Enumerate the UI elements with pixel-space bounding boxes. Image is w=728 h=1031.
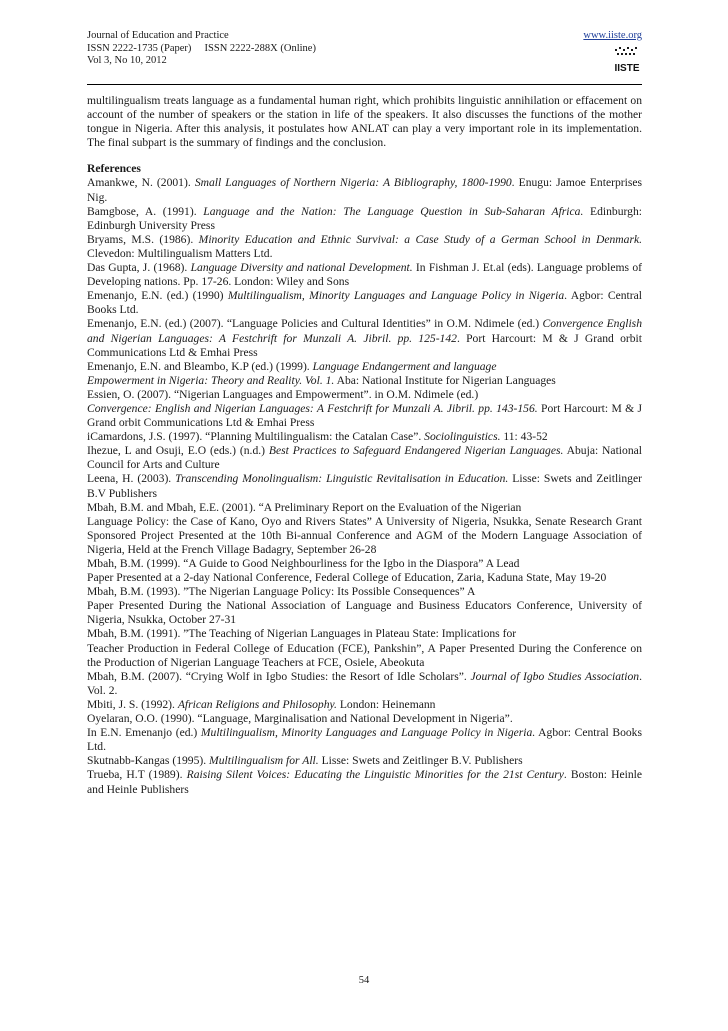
reference-pre: Mbah, B.M. (1993). ”The Nigerian Language Policy: Its Possible Consequences” A — [87, 585, 476, 599]
reference-entry — [87, 571, 642, 585]
reference-entry — [87, 557, 642, 571]
reference-post: In Fishman J. Et.al (eds). Language problems of Developing nations. Pp. 17-26. London: Wiley and Sons — [87, 261, 642, 289]
reference-entry — [87, 642, 642, 670]
reference-title: Multilingualism for All. — [209, 754, 319, 768]
reference-entry — [87, 754, 642, 768]
reference-pre: Emenanjo, E.N. and Bleambo, K.P (ed.) (1999). — [87, 359, 313, 373]
reference-pre: Ihezue, L and Osuji, E.O (eds.) (n.d.) — [87, 444, 269, 458]
reference-entry — [87, 402, 642, 430]
reference-title: Convergence English and Nigerian Languages: A Festchrift for Munzali A. Jibril. pp. 125-142 — [87, 317, 642, 345]
reference-entry — [87, 176, 642, 204]
reference-pre: Mbah, B.M. and Mbah, E.E. (2001). “A Preliminary Report on the Evaluation of the Nigerian — [87, 500, 522, 514]
reference-post: Agbor: Central Books Ltd. — [87, 726, 642, 754]
reference-pre: Emenanjo, E.N. (ed.) (1990) — [87, 289, 228, 303]
reference-entry — [87, 444, 642, 472]
reference-entry — [87, 726, 642, 754]
reference-title: Language Endangerment and language — [312, 359, 497, 373]
references-heading: References — [87, 162, 141, 176]
reference-pre: iCamardons, J.S. (1997). “Planning Multilingualism: the Catalan Case”. — [87, 430, 425, 444]
reference-title: Raising Silent Voices: Educating the Linguistic Minorities for the 21st Century — [186, 768, 564, 782]
reference-pre: Essien, O. (2007). “Nigerian Languages and Empowerment”. in O.M. Ndimele (ed.) — [87, 387, 479, 401]
reference-entry — [87, 515, 642, 557]
reference-post: Clevedon: Multilingualism Matters Ltd. — [87, 246, 273, 260]
reference-pre: Leena, H. (2003). — [87, 472, 176, 486]
journal-info — [87, 30, 642, 68]
reference-pre: Mbah, B.M. (1991). ”The Teaching of Nigerian Languages in Plateau State: Implications for — [87, 627, 517, 641]
reference-pre: Mbah, B.M. (2007). “Crying Wolf in Igbo Studies: the Resort of Idle Scholars”. — [87, 669, 471, 683]
reference-post: . Vol. 2. — [87, 669, 642, 697]
reference-post: Lisse: Swets and Zeitlinger B.V Publishers — [87, 472, 642, 500]
reference-title: Multilingualism, Minority Languages and Language Policy in Nigeria — [227, 289, 565, 303]
reference-title: Language and the Nation: The Language Question in Sub-Saharan Africa. — [203, 204, 584, 218]
header-rule — [87, 84, 642, 85]
journal-site — [583, 30, 642, 79]
volume-line: Vol 3, No 10, 2012 — [87, 55, 167, 66]
reference-list — [87, 176, 642, 796]
reference-title: Best Practices to Safeguard Endangered Nigerian Languages. — [268, 444, 564, 458]
reference-title: Transcending Monolingualism: Linguistic Revitalisation in Education. — [175, 472, 509, 486]
reference-pre: Das Gupta, J. (1968). — [87, 261, 191, 275]
reference-post: Port Harcourt: M & J Grand orbit Communications Ltd & Emhai Press — [87, 401, 642, 430]
reference-pre: Teacher Production in Federal College of Education (FCE), Pankshin”, A Paper Presented During the Conference on the Production of Nigerian Language Teachers at FCE, Osiele, Abeokuta — [87, 641, 642, 669]
reference-post: Edinburgh: Edinburgh University Press — [87, 204, 642, 232]
reference-pre: Oyelaran, O.O. (1990). “Language, Marginalisation and National Development in Nigeria”. — [87, 712, 513, 726]
reference-entry — [87, 599, 642, 627]
reference-entry — [87, 768, 642, 796]
reference-entry — [87, 205, 642, 233]
reference-pre: Bryams, M.S. (1986). — [87, 232, 199, 246]
reference-post: Abuja: National Council for Arts and Culture — [87, 444, 642, 472]
reference-pre: In E.N. Emenanjo (ed.) — [87, 726, 201, 740]
reference-entry — [87, 360, 642, 374]
reference-entry — [87, 472, 642, 500]
page-header — [87, 30, 642, 86]
page-number: 54 — [358, 975, 370, 986]
reference-post: Lisse: Swets and Zeitlinger B.V. Publishers — [318, 754, 523, 768]
reference-entry — [87, 627, 642, 641]
reference-pre: Bamgbose, A. (1991). — [87, 204, 204, 218]
reference-post: . Port Harcourt: M & J Grand orbit Communications Ltd & Emhai Press — [87, 331, 642, 359]
reference-title: Multilingualism, Minority Languages and Language Policy in Nigeria. — [200, 726, 536, 740]
reference-pre: Paper Presented During the National Association of Language and Business Educators Conference, University of Nigeria, Nsukka, October 27-31 — [87, 599, 642, 627]
reference-pre: Trueba, H.T (1989). — [87, 768, 187, 782]
reference-post: 11: 43-52 — [500, 430, 548, 444]
journal-url-link[interactable]: www.iiste.org — [583, 30, 642, 41]
reference-post: . Boston: Heinle and Heinle Publishers — [87, 768, 643, 796]
reference-entry — [87, 261, 642, 289]
reference-pre: Skutnabb-Kangas (1995). — [87, 754, 210, 768]
reference-title: Small Languages of Northern Nigeria: A Bibliography, 1800-1990 — [194, 176, 512, 190]
reference-title: Empowerment in Nigeria: Theory and Reality. Vol. 1. — [87, 373, 335, 387]
reference-pre: Language Policy: the Case of Kano, Oyo and Rivers States” A University of Nigeria, Nsukka, Senate Research Grant Sponsored Project Presented at the 10th Bi-annual Conference and AGM of the Modern Language Association of Nigeria, Held at the French Village Badagry, September 26-28 — [87, 514, 642, 556]
reference-entry — [87, 585, 642, 599]
reference-pre: Mbiti, J. S. (1992). — [87, 697, 178, 711]
page-body — [87, 94, 642, 797]
reference-post: Aba: National Institute for Nigerian Languages — [334, 373, 556, 387]
reference-title: Journal of Igbo Studies Association — [470, 669, 640, 683]
reference-entry — [87, 430, 642, 444]
reference-post: London: Heinemann — [336, 697, 436, 711]
reference-entry — [87, 670, 642, 698]
reference-pre: Mbah, B.M. (1999). “A Guide to Good Neighbourliness for the Igbo in the Diaspora” A Lead — [87, 557, 520, 570]
issn-line: ISSN 2222-1735 (Paper) ISSN 2222-288X (Online) — [87, 42, 316, 54]
reference-title: African Religions and Philosophy. — [177, 697, 337, 711]
reference-title: Minority Education and Ethnic Survival: a Case Study of a German School in Denmark. — [198, 232, 642, 246]
reference-pre: Paper Presented at a 2-day National Conference, Federal College of Education, Zaria, Kaduna State, May 19-20 — [87, 571, 607, 585]
svg-text:IISTE: IISTE — [614, 62, 640, 74]
reference-pre: Emenanjo, E.N. (ed.) (2007). “Language Policies and Cultural Identities” in O.M. Ndimele (ed.) — [87, 317, 543, 331]
journal-name: Journal of Education and Practice — [87, 30, 229, 41]
reference-title: Sociolinguistics. — [424, 430, 501, 444]
reference-post: . Agbor: Central Books Ltd. — [87, 289, 642, 317]
reference-entry — [87, 317, 642, 359]
reference-post: . Enugu: Jamoe Enterprises Nig. — [87, 176, 643, 204]
iiste-logo — [612, 45, 642, 80]
reference-pre: Amankwe, N. (2001). — [87, 176, 195, 190]
intro-paragraph: multilingualism treats language as a fundamental human right, which prohibits linguistic annihilation or effacement on account of the number of speakers or the station in life of the speakers. It also discusses the functions of the mother tongue in Nigeria. After this analysis, it postulates how ANLAT can play a very important role in its implementation. The final subpart is the summary of findings and the conclusion. — [87, 94, 642, 150]
reference-entry — [87, 233, 642, 261]
reference-entry — [87, 388, 642, 402]
reference-entry — [87, 374, 642, 388]
reference-title: Language Diversity and national Development. — [190, 261, 413, 275]
reference-entry — [87, 712, 642, 726]
reference-title: Convergence: English and Nigerian Languages: A Festchrift for Munzali A. Jibril. pp. 143-156. — [87, 401, 538, 415]
reference-entry — [87, 289, 642, 317]
reference-entry — [87, 698, 642, 712]
reference-entry — [87, 501, 642, 515]
